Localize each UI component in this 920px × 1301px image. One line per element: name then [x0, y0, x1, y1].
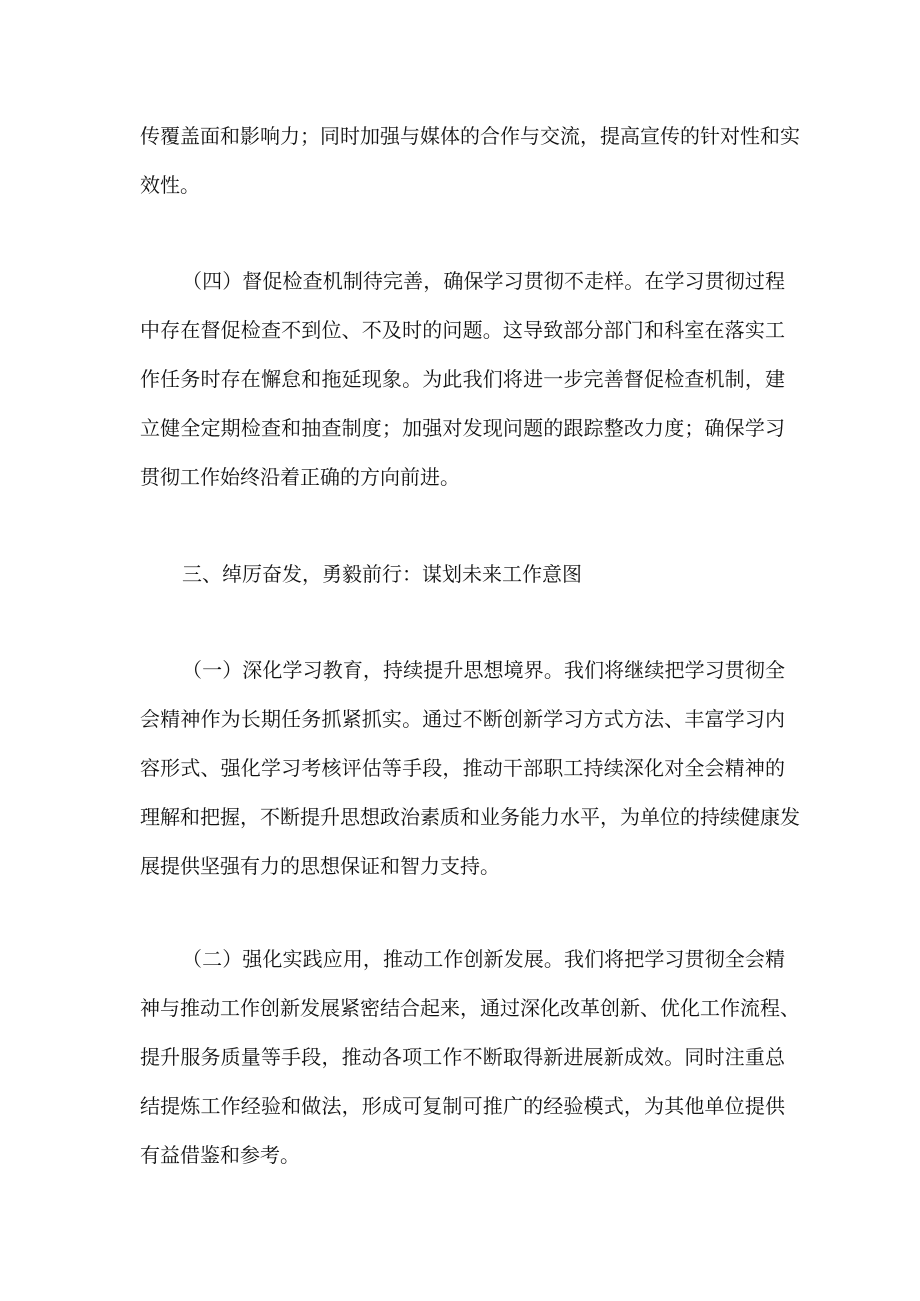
- paragraph-4-line-4: 结提炼工作经验和做法，形成可复制可推广的经验模式，为其他单位提供: [140, 1094, 785, 1118]
- paragraph-4-line-3: 提升服务质量等手段，推动各项工作不断取得新进展新成效。同时注重总: [140, 1045, 785, 1069]
- paragraph-2-line-3: 作任务时存在懈怠和拖延现象。为此我们将进一步完善督促检查机制，建: [140, 367, 785, 391]
- paragraph-3-line-4: 理解和把握，不断提升思想政治素质和业务能力水平，为单位的持续健康发: [140, 805, 800, 829]
- paragraph-4-line-1: （二）强化实践应用，推动工作创新发展。我们将把学习贯彻全会精: [182, 947, 785, 971]
- paragraph-1-line-1: 传覆盖面和影响力；同时加强与媒体的合作与交流，提高宣传的针对性和实: [140, 124, 800, 148]
- paragraph-2-line-5: 贯彻工作始终沿着正确的方向前进。: [140, 465, 460, 489]
- paragraph-4-line-2: 神与推动工作创新发展紧密结合起来，通过深化改革创新、优化工作流程、: [140, 996, 800, 1020]
- paragraph-3-line-5: 展提供坚强有力的思想保证和智力支持。: [140, 854, 500, 878]
- paragraph-2-line-4: 立健全定期检查和抽查制度；加强对发现问题的跟踪整改力度；确保学习: [140, 416, 785, 440]
- paragraph-4-line-5: 有益借鉴和参考。: [140, 1143, 300, 1167]
- paragraph-1-line-2: 效性。: [140, 173, 200, 197]
- paragraph-2-line-2: 中存在督促检查不到位、不及时的问题。这导致部分部门和科室在落实工: [140, 318, 785, 342]
- paragraph-3-line-3: 容形式、强化学习考核评估等手段，推动干部职工持续深化对全会精神的: [140, 756, 785, 780]
- paragraph-3-line-2: 会精神作为长期任务抓紧抓实。通过不断创新学习方式方法、丰富学习内: [140, 707, 785, 731]
- paragraph-3-line-1: （一）深化学习教育，持续提升思想境界。我们将继续把学习贯彻全: [182, 658, 785, 682]
- paragraph-2-line-1: （四）督促检查机制待完善，确保学习贯彻不走样。在学习贯彻过程: [182, 269, 785, 293]
- section-heading: 三、绰厉奋发，勇毅前行：谋划未来工作意图: [182, 562, 582, 586]
